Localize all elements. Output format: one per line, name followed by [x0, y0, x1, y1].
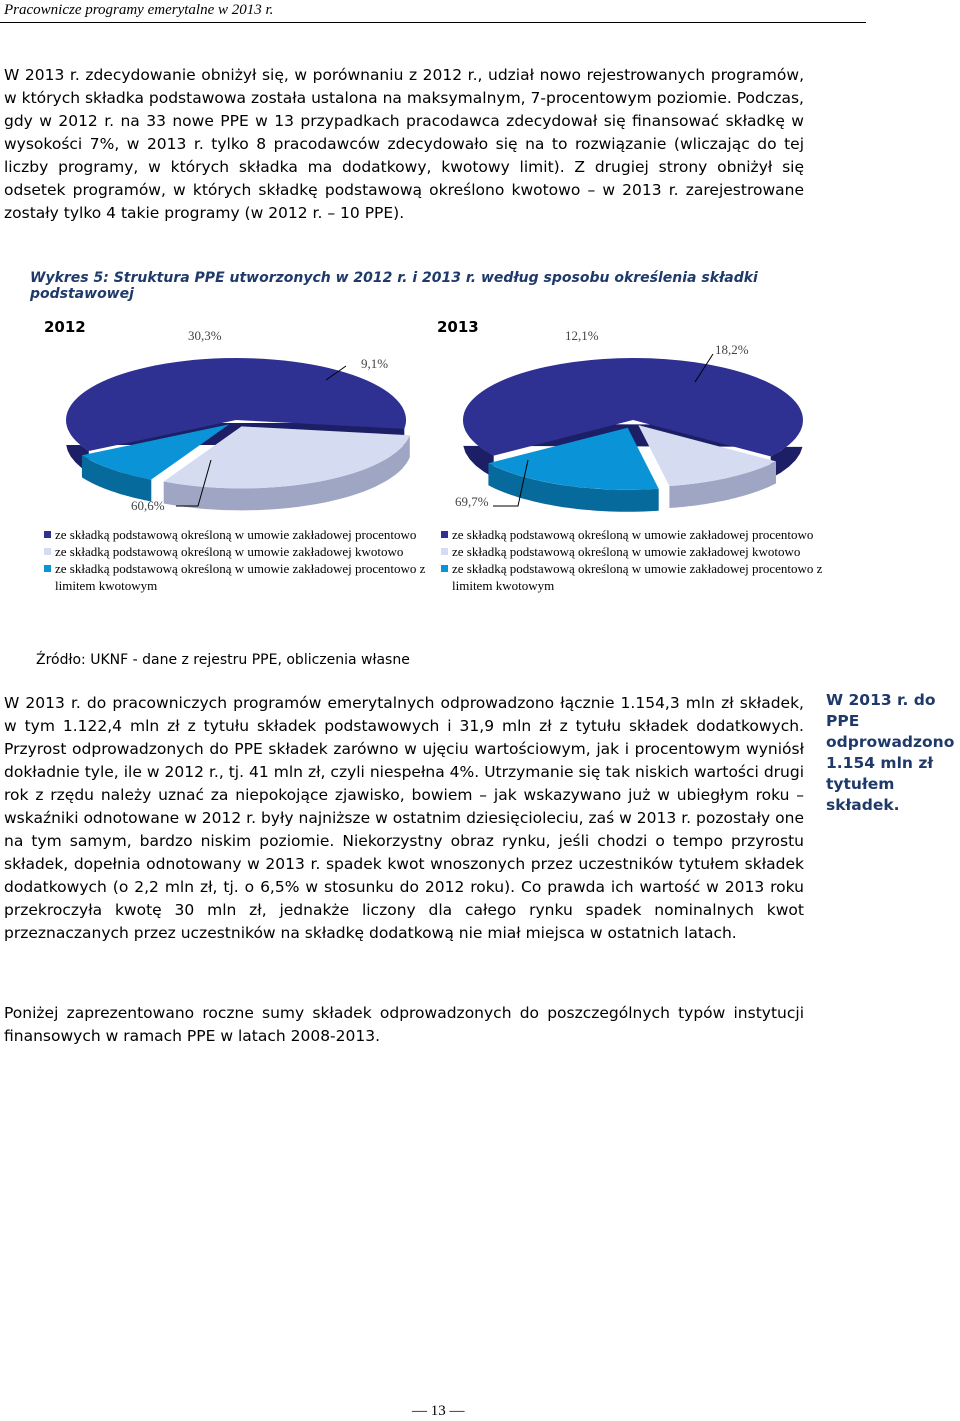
- legend-swatch: [44, 565, 51, 572]
- legend-item-procentowo: [441, 526, 841, 543]
- legend-item-procentowo: [44, 526, 444, 543]
- legend-label: ze składką podstawową określoną w umowie zakładowej kwotowo: [55, 544, 404, 559]
- pie-data-label: 60,6%: [131, 498, 165, 513]
- legend-item-kwotowo: [441, 543, 841, 560]
- pie-svg-2012: [36, 310, 466, 525]
- paragraph-3: Poniżej zaprezentowano roczne sumy składek odprowadzonych do poszczególnych typów instytucji finansowych w ramach PPE w latach 2008-2013.: [4, 1004, 804, 1045]
- chart-year-label: 2013: [437, 318, 479, 336]
- legend-2013: [441, 526, 841, 594]
- legend-swatch: [441, 548, 448, 555]
- chart-title: Wykres 5: Struktura PPE utworzonych w 2012 r. i 2013 r. według sposobu określenia składki podstawowej: [30, 270, 758, 302]
- pie-data-label: 69,7%: [455, 494, 489, 509]
- pie-chart-2012: [36, 310, 466, 640]
- legend-item-limit: [44, 560, 444, 594]
- pie-data-label: 9,1%: [361, 356, 389, 371]
- sidenote: W 2013 r. do PPE odprowadzono 1.154 mln zł tytułem składek.: [826, 691, 955, 814]
- legend-2012: [44, 526, 444, 594]
- pie-svg-2013: [433, 310, 863, 525]
- pie-data-label: 18,2%: [715, 342, 749, 357]
- legend-item-kwotowo: [44, 543, 444, 560]
- legend-label: ze składką podstawową określoną w umowie zakładowej procentowo z limitem kwotowym: [55, 561, 426, 593]
- source-note: Źródło: UKNF - dane z rejestru PPE, obliczenia własne: [36, 652, 410, 668]
- pie-data-label: 30,3%: [188, 328, 222, 343]
- legend-label: ze składką podstawową określoną w umowie zakładowej kwotowo: [452, 544, 801, 559]
- legend-item-limit: [441, 560, 841, 594]
- chart-year-label: 2012: [44, 318, 86, 336]
- legend-label: ze składką podstawową określoną w umowie zakładowej procentowo z limitem kwotowym: [452, 561, 823, 593]
- pie-data-label: 12,1%: [565, 328, 599, 343]
- legend-swatch: [441, 531, 448, 538]
- paragraph-1: W 2013 r. zdecydowanie obniżył się, w porównaniu z 2012 r., udział nowo rejestrowanych programów, w których składka podstawowa została ustalona na maksymalnym, 7-procentowym poziomie. Podczas, gdy w 2012 r. na 33 nowe PPE w 13 przypadkach pracodawca zdecydował się finansować składkę w wysokości 7%, w 2013 r. tylko 8 pracodawców zdecydowało się na to rozwiązanie (wliczając do tej liczby programy, w których składka ma dodatkowy, kwotowy limit). Z drugiej strony obniżył się odsetek programów, w których składkę podstawową określono kwotowo – w 2013 r. zarejestrowane zostały tylko 4 takie programy (w 2012 r. – 10 PPE).: [4, 66, 804, 222]
- header-title: Pracownicze programy emerytalne w 2013 r.: [4, 2, 274, 18]
- page-header: [0, 0, 866, 23]
- legend-label: ze składką podstawową określoną w umowie zakładowej procentowo: [452, 527, 814, 542]
- legend-label: ze składką podstawową określoną w umowie zakładowej procentowo: [55, 527, 417, 542]
- legend-swatch: [44, 548, 51, 555]
- legend-swatch: [44, 531, 51, 538]
- page-number: — 13 —: [412, 1403, 465, 1419]
- paragraph-2: W 2013 r. do pracowniczych programów emerytalnych odprowadzono łącznie 1.154,3 mln zł składek, w tym 1.122,4 mln zł z tytułu składek podstawowych i 31,9 mln zł z tytułu składek dodatkowych. Przyrost odprowadzonych do PPE składek zarówno w ujęciu wartościowym, jak i procentowym wyniósł dokładnie tyle, ile w 2012 r., tj. 41 mln zł, czyli niespełna 4%. Utrzymanie się tak niskich wartości drugi rok z rzędu należy uznać za niepokojące zjawisko, bowiem – jak wskazywano już w ubiegłym roku – wskaźniki odnotowane w 2012 r. były najniższe w ostatnim dziesięcioleciu, zaś w 2013 r. pozostały one na tym samym, bardzo niskim poziomie. Niekorzystny obraz rynku, jeśli chodzi o tempo przyrostu składek, dopełnia odnotowany w 2013 r. spadek kwot wnoszonych przez uczestników tytułem składek dodatkowych (o 2,2 mln zł, tj. o 6,5% w stosunku do 2012 roku). Co prawda ich wartość w 2013 roku przekroczyła kwotę 30 mln zł, jednakże liczony dla całego rynku spadek nominalnych kwot przeznaczanych przez uczestników na składkę dodatkową nie miał miejsca w ostatnich latach.: [4, 694, 804, 942]
- pie-chart-2013: [433, 310, 863, 640]
- page-number-value: 13: [430, 1403, 446, 1419]
- legend-swatch: [441, 565, 448, 572]
